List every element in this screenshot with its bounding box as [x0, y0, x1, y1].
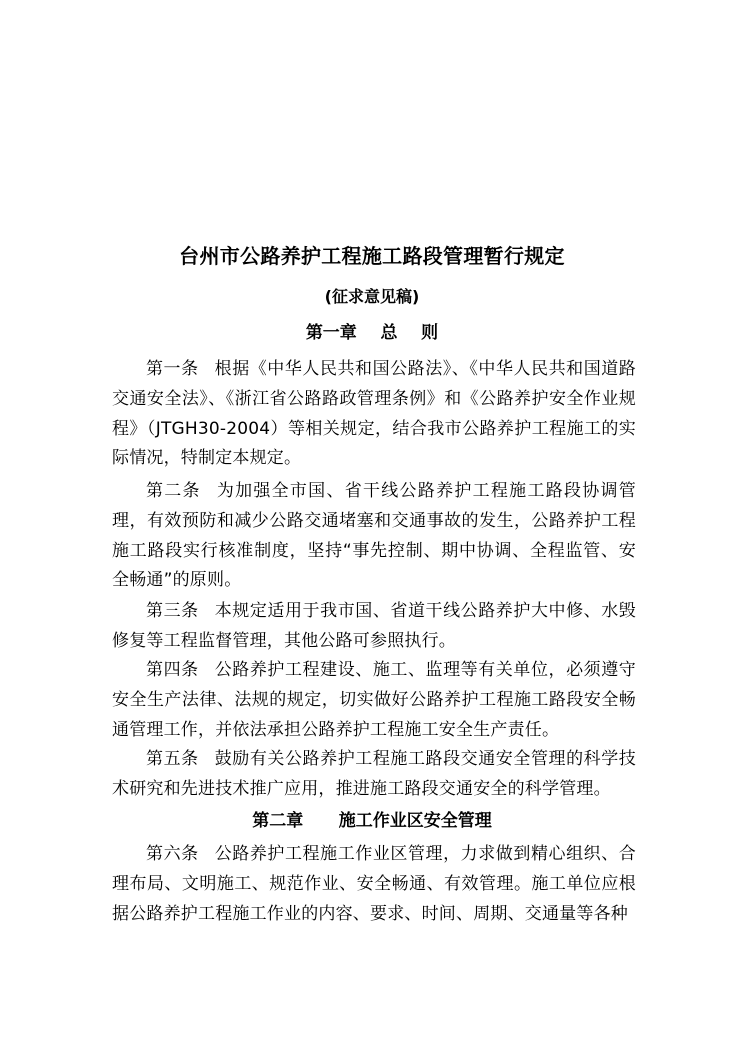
chapter-heading: 第一章 总 则	[305, 323, 439, 343]
article-number: 第二条	[146, 481, 201, 501]
article-paragraph	[112, 597, 636, 657]
article-number: 第三条	[146, 601, 199, 621]
article-paragraph	[112, 477, 636, 596]
article-paragraph	[112, 656, 636, 745]
article-text: 为加强全市国、省干线公路养护工程施工路段协调管理，有效预防和减少公路交通堵塞和交通事故的发生，公路养护工程施工路段实行核准制度，坚持“事先控制、期中协调、全程监管、安全畅通”的原则。	[112, 481, 636, 591]
article-number: 第一条	[146, 359, 199, 379]
article-number: 第五条	[146, 749, 199, 769]
article-text: 公路养护工程建设、施工、监理等有关单位，必须遵守安全生产法律、法规的规定，切实做好公路养护工程施工路段安全畅通管理工作，并依法承担公路养护工程施工安全生产责任。	[112, 660, 636, 740]
article-text: 鼓励有关公路养护工程施工路段交通安全管理的科学技术研究和先进技术推广应用，推进施工路段交通安全的科学管理。	[112, 749, 636, 799]
article-number: 第四条	[146, 660, 199, 680]
document-subtitle: (征求意见稿)	[324, 287, 420, 306]
article-number: 第六条	[146, 844, 199, 864]
article-paragraph	[112, 355, 636, 474]
article-paragraph	[112, 840, 636, 929]
article-text: 公路养护工程施工作业区管理，力求做到精心组织、合理布局、文明施工、规范作业、安全畅通、有效管理。施工单位应根据公路养护工程施工作业的内容、要求、时间、周期、交通量等各种	[112, 844, 636, 924]
article-text: 根据《中华人民共和国公路法》、《中华人民共和国道路交通安全法》、《浙江省公路路政管理条例》和《公路养护安全作业规程》（JTGH30-2004）等相关规定，结合我市公路养护工程施工的实际情况，特制定本规定。	[112, 359, 637, 469]
chapter-heading: 第二章 施工作业区安全管理	[252, 811, 492, 831]
document-title: 台州市公路养护工程施工路段管理暂行规定	[179, 244, 565, 268]
article-paragraph	[112, 745, 636, 805]
article-text: 本规定适用于我市国、省道干线公路养护大中修、水毁修复等工程监督管理，其他公路可参照执行。	[112, 601, 636, 651]
